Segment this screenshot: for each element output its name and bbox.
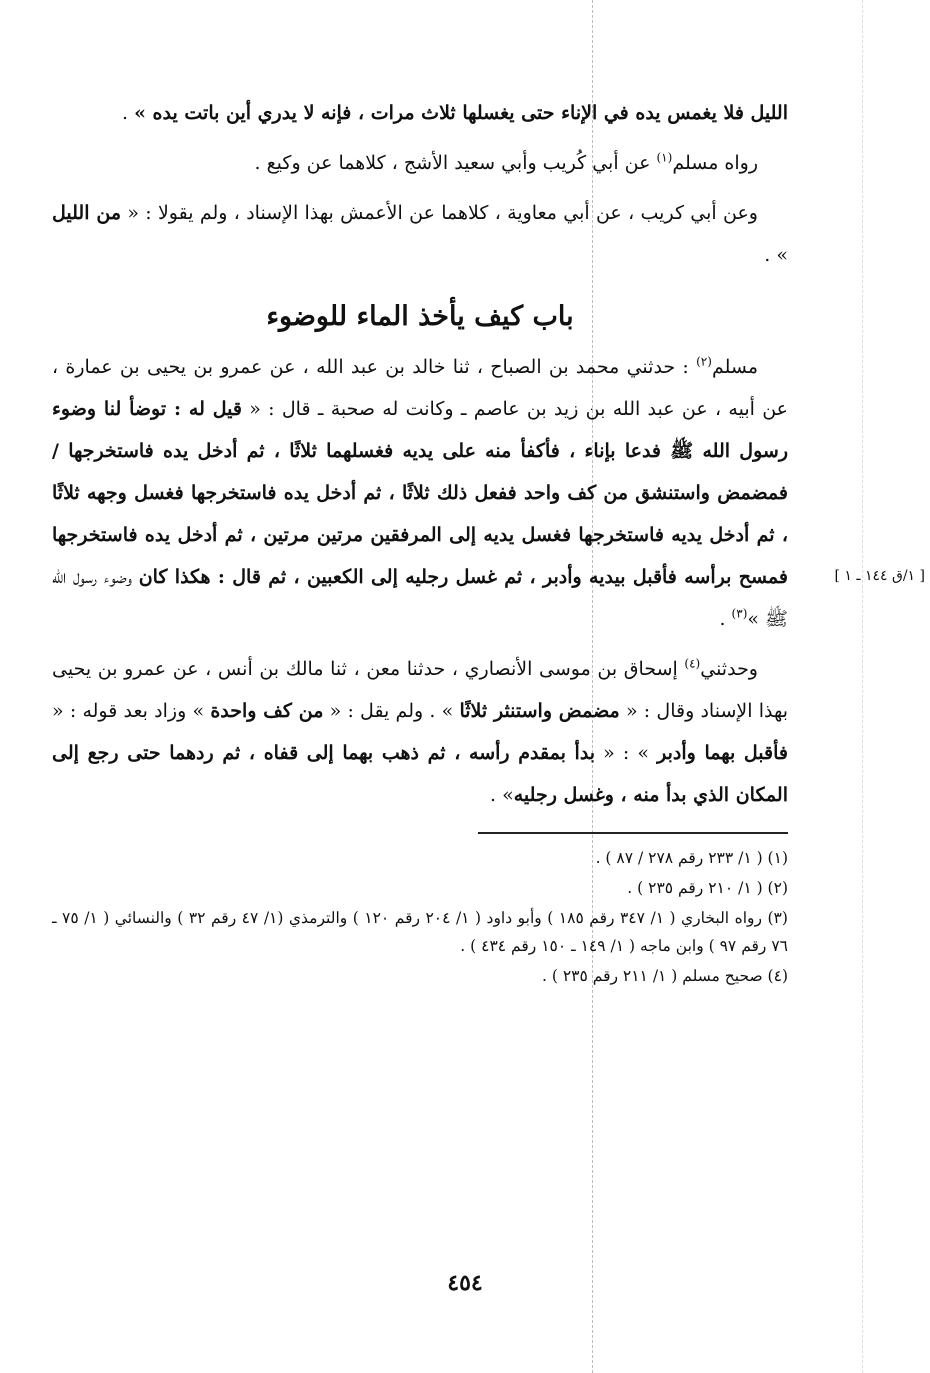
footnote-ref-4[interactable]: (٤) bbox=[684, 656, 701, 671]
scan-artifact-line bbox=[862, 0, 863, 1373]
footnote-ref-2[interactable]: (٢) bbox=[696, 354, 712, 369]
text: مسلم bbox=[711, 356, 758, 378]
footnote-ref-1[interactable]: (١) bbox=[656, 150, 673, 165]
paragraph-narration bbox=[52, 142, 788, 184]
paragraph-narration-2 bbox=[52, 192, 788, 276]
manuscript-folio-note: [ ١/ق ١٤٤ ـ ١ ] bbox=[834, 568, 925, 584]
footnote-ref-3[interactable]: (٣) bbox=[731, 606, 748, 621]
text: » . bbox=[764, 244, 788, 266]
paragraph-hadith-1 bbox=[52, 346, 788, 640]
text: » : « bbox=[595, 742, 658, 764]
text: إسحاق بن موسى الأنصاري ، حدثنا معن ، ثنا مالك بن أنس ، عن عمرو بن يحيى بهذا الإسناد وقال : « bbox=[52, 658, 788, 722]
text: وعن أبي كريب ، عن أبي معاوية ، كلاهما عن الأعمش بهذا الإسناد ، ولم يقولا : « bbox=[121, 202, 758, 224]
text: » وزاد بعد قوله : « bbox=[52, 700, 211, 722]
paragraph-hadith-2 bbox=[52, 648, 788, 816]
text: . bbox=[121, 102, 135, 124]
footnote-3: (٣) رواه البخاري ( ١/ ٣٤٧ رقم ١٨٥ ) وأبو داود ( ١/ ٢٠٤ رقم ١٢٠ ) والترمذي (١/ ٤٧ رقم ٣٢ ) والنسائي ( ١/ ٧٥ ـ ٧٦ رقم ٩٧ ) وابن ماجه ( ١/ ١٤٩ ـ ١٥٠ رقم ٤٣٤ ) . bbox=[52, 909, 788, 955]
text: » . bbox=[490, 784, 514, 806]
footnote-1: (١) ( ١/ ٢٣٣ رقم ٢٧٨ / ٨٧ ) . bbox=[595, 849, 788, 867]
footnote-2: (٢) ( ١/ ٢١٠ رقم ٢٣٥ ) . bbox=[627, 879, 788, 897]
page-number: ٤٥٤ bbox=[447, 1270, 483, 1296]
paragraph-continuation bbox=[52, 92, 788, 134]
hadith-text: من كف واحدة bbox=[210, 700, 324, 722]
footnote-4: (٤) صحيح مسلم ( ١/ ٢١١ رقم ٢٣٥ ) . bbox=[542, 967, 788, 985]
text: . bbox=[719, 608, 732, 630]
footnote-divider bbox=[478, 832, 788, 834]
text: عن أبي كُريب وأبي سعيد الأشج ، كلاهما عن وكيع . bbox=[254, 152, 657, 174]
page-body bbox=[52, 92, 788, 992]
text: وضوء رسول الله ﷺ » bbox=[52, 566, 788, 630]
hadith-text: بدأ بمقدم رأسه ، ثم ذهب بهما إلى قفاه ، ثم ردهما حتى رجع إلى المكان الذي بدأ منه ، وغسل رجليه bbox=[52, 742, 788, 806]
hadith-text: قيل له : توضأ لنا وضوء رسول الله ﷺ فدعا بإناء ، فأكفأ منه على يديه فغسلهما ثلاثًا ، ثم أدخل يده فاستخرجها / فمضمض واستنشق من كف واحد ففعل ذلك ثلاثًا ، ثم أدخل يده فاستخرجها فغسل وجهه ثلاثًا ، ثم أدخل يديه فاستخرجها فغسل يديه إلى المرفقين مرتين مرتين ، ثم أدخل يده فاستخرجها فمسح برأسه فأقبل بيديه وأدبر ، ثم غسل رجليه إلى الكعبين ، ثم قال : هكذا كان bbox=[52, 398, 788, 588]
text: وحدثني bbox=[700, 658, 758, 680]
hadith-text: فأقبل بهما وأدبر bbox=[657, 742, 788, 764]
text: » . ولم يقل : « bbox=[323, 700, 460, 722]
text: رواه مسلم bbox=[672, 152, 758, 174]
hadith-text: من الليل bbox=[52, 202, 122, 224]
hadith-text: مضمض واستنثر ثلاثًا bbox=[459, 700, 620, 722]
hadith-text: الليل فلا يغمس يده في الإناء حتى يغسلها ثلاث مرات ، فإنه لا يدري أين باتت يده » bbox=[134, 102, 788, 124]
text: : حدثني محمد بن الصباح ، ثنا خالد بن عبد الله ، عن عمرو بن يحيى بن عمارة ، عن أبيه ، عن عبد الله بن زيد بن عاصم ـ وكانت له صحبة ـ قال : « bbox=[52, 356, 788, 420]
chapter-heading: باب كيف يأخذ الماء للوضوء bbox=[266, 301, 574, 332]
